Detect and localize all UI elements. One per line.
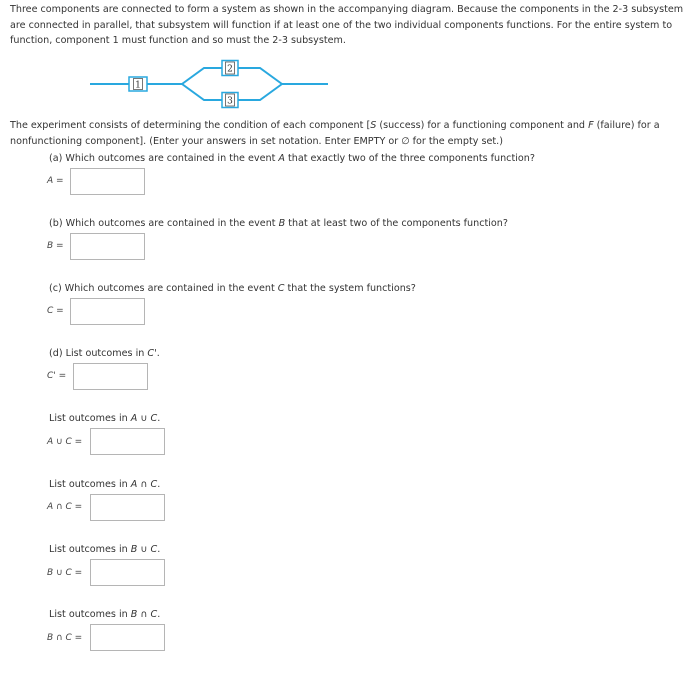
diagram-line-upper-left [182,68,222,84]
system-diagram [88,56,332,112]
answer-b-label: B = [47,241,64,251]
answer-c-input[interactable] [70,298,145,325]
answer-a-union-c-label: A ∪ C = [47,437,83,447]
question-c: (c) Which outcomes are contained in the event C that the system functions? [49,283,416,294]
component-2-box [222,61,238,76]
answer-d-input[interactable] [73,363,148,390]
component-3-label: 3 [227,96,233,107]
experiment-text: The experiment consists of determining the condition of each component [S (success) for a functioning component and F (failure) for a nonfunctioning component]. (Enter your answers in set notation. Enter EMPTY or ∅ for the empty set.) [10,120,660,147]
question-b-intersect-c: List outcomes in B ∩ C. [49,609,161,620]
answer-a-intersect-c-label: A ∩ C = [47,502,83,512]
question-a-union-c: List outcomes in A ∪ C. [49,413,161,424]
question-b: (b) Which outcomes are contained in the event B that at least two of the components function? [49,218,508,229]
question-a: (a) Which outcomes are contained in the event A that exactly two of the three components function? [49,153,535,164]
answer-a-intersect-c-input[interactable] [90,494,165,521]
intro-text: Three components are connected to form a system as shown in the accompanying diagram. Because the components in the 2-3 subsystem are connected in parallel, that subsystem will function if at least one of the two individual components functions. For the entire system to function, component 1 must function and so must the 2-3 subsystem. [10,4,684,47]
question-b-union-c: List outcomes in B ∪ C. [49,544,161,555]
success-symbol: S [370,120,377,131]
answer-b-intersect-c-label: B ∩ C = [47,633,83,643]
question-d: (d) List outcomes in C'. [49,348,160,359]
diagram-line-upper-right [238,68,282,84]
answer-a-union-c-input[interactable] [90,428,165,455]
answer-b-union-c-input[interactable] [90,559,165,586]
component-1-label: 1 [135,80,141,91]
diagram-line-lower-left [182,84,222,100]
component-2-label: 2 [227,64,233,75]
diagram-line-lower-right [238,84,282,100]
answer-d-label: C' = [47,371,67,381]
answer-b-intersect-c-input[interactable] [90,624,165,651]
failure-symbol: F [588,120,594,131]
answer-b-union-c-label: B ∪ C = [47,568,83,578]
answer-b-input[interactable] [70,233,145,260]
question-a-intersect-c: List outcomes in A ∩ C. [49,479,161,490]
answer-a-input[interactable] [70,168,145,195]
component-1-box [129,77,147,91]
answer-c-label: C = [47,306,64,316]
answer-a-label: A = [47,176,64,186]
component-3-box [222,93,238,108]
